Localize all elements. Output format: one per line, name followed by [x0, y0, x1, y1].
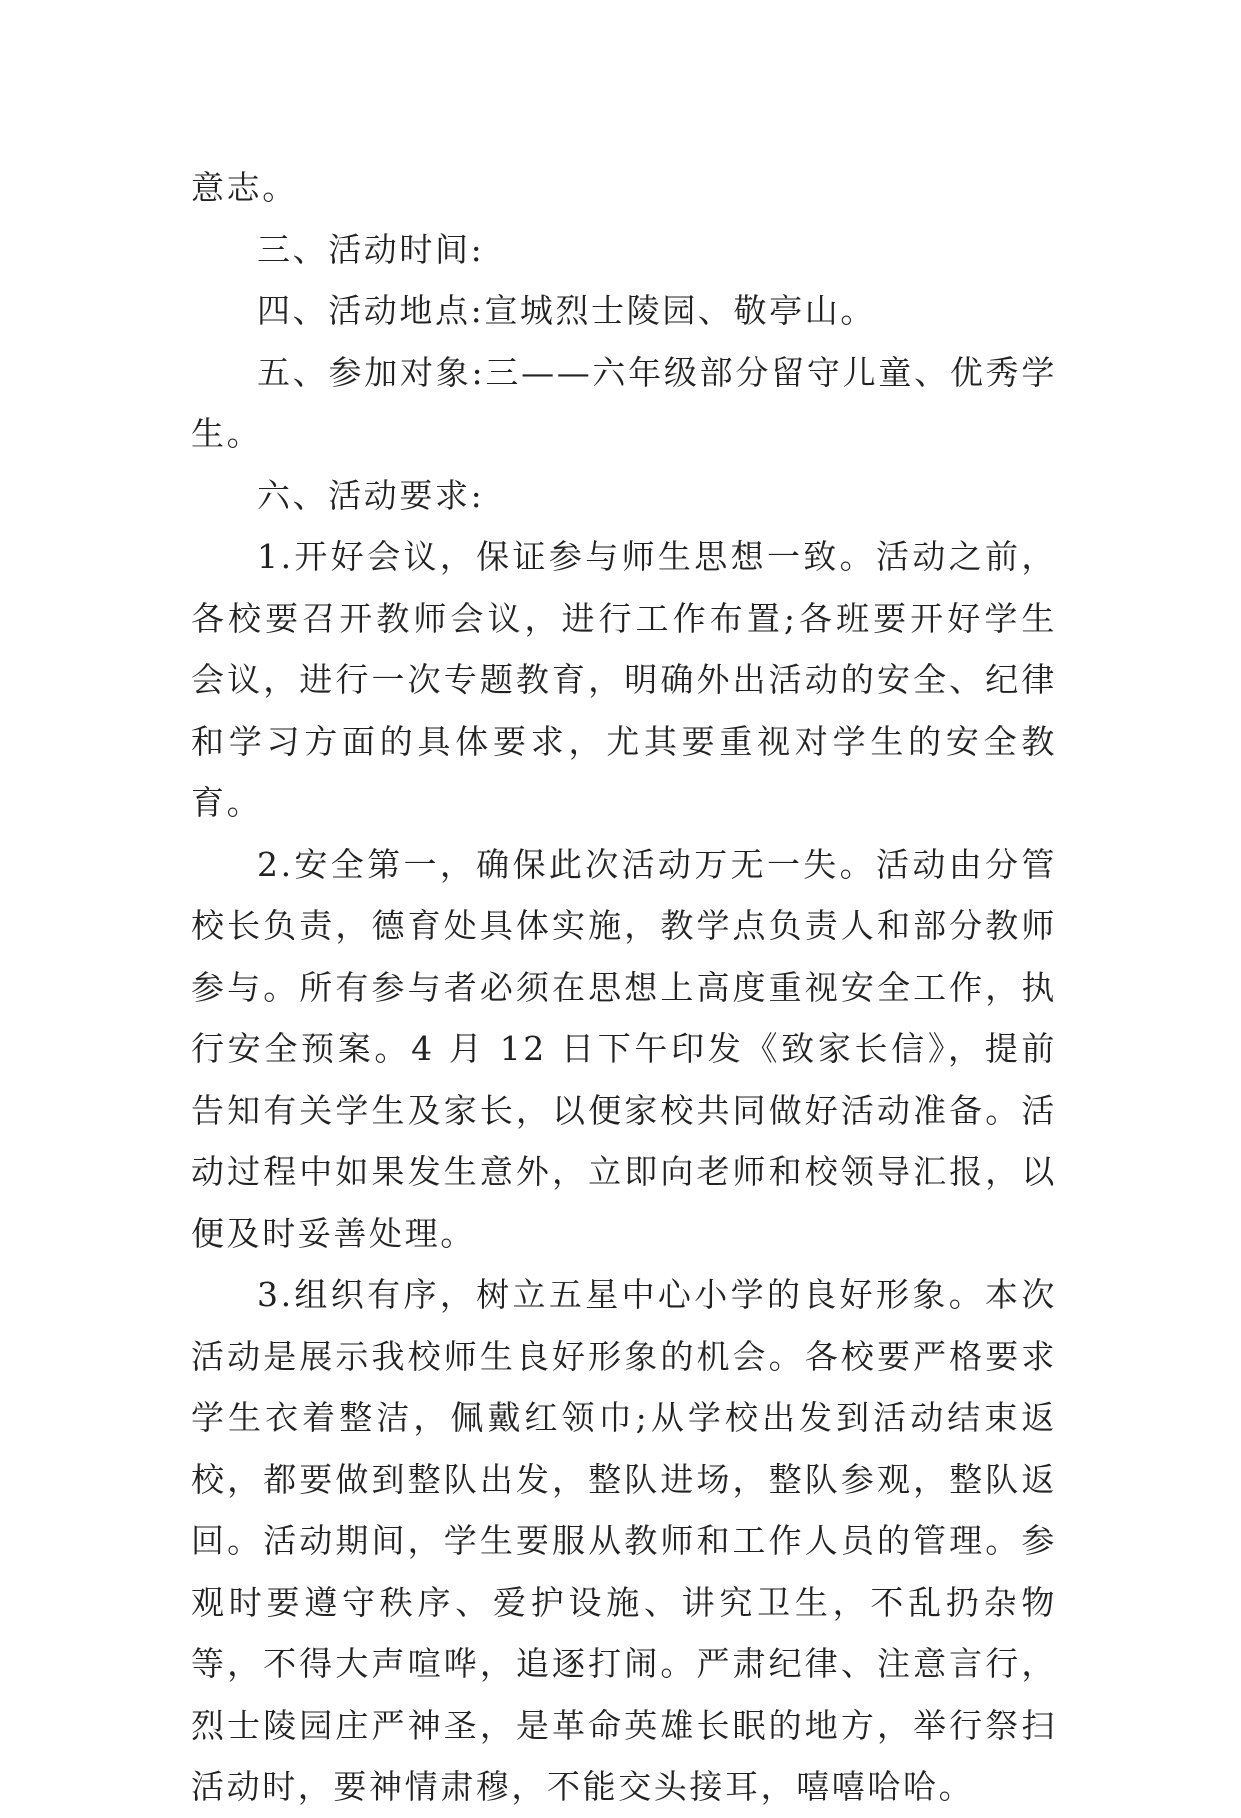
- paragraph-requirement-3: 3.组织有序，树立五星中心小学的良好形象。本次活动是展示我校师生良好形象的机会。各校要严格要求学生衣着整洁，佩戴红领巾;从学校出发到活动结束返校，都要做到整队出发，整队进场，整队参观，整队返回。活动期间，学生要服从教师和工作人员的管理。参观时要遵守秩序、爱护设施、讲究卫生，不乱扔杂物等，不得大声喧哗，追逐打闹。严肃纪律、注意言行，烈士陵园庄严神圣，是革命英雄长眠的地方，举行祭扫活动时，要神情肃穆，不能交头接耳，嘻嘻哈哈。: [191, 1275, 1057, 1806]
- paragraph-participants: 五、参加对象:三——六年级部分留守儿童、优秀学生。: [191, 352, 1057, 453]
- paragraph-activity-location: 四、活动地点:宣城烈士陵园、敬亭山。: [257, 291, 876, 330]
- paragraph-requirement-2: 2.安全第一，确保此次活动万无一失。活动由分管校长负责，德育处具体实施，教学点负责人和部分教师参与。所有参与者必须在思想上高度重视安全工作，执行安全预案。4 月 12 日下午印发《致家长信》，提前告知有关学生及家长，以便家校共同做好活动准备。活动过程中如果发生意外，立即向老师和校领导汇报，以便及时妥善处理。: [191, 844, 1057, 1253]
- paragraph-requirement-1: 1.开好会议，保证参与师生思想一致。活动之前，各校要召开教师会议，进行工作布置;各班要开好学生会议，进行一次专题教育，明确外出活动的安全、纪律和学习方面的具体要求，尤其要重视对学生的安全教育。: [191, 537, 1057, 822]
- document-body: [191, 157, 1057, 1818]
- paragraph-continuation: 意志。: [191, 168, 298, 207]
- paragraph-requirements-heading: 六、活动要求:: [257, 475, 485, 515]
- paragraph-activity-time: 三、活动时间:: [257, 229, 485, 269]
